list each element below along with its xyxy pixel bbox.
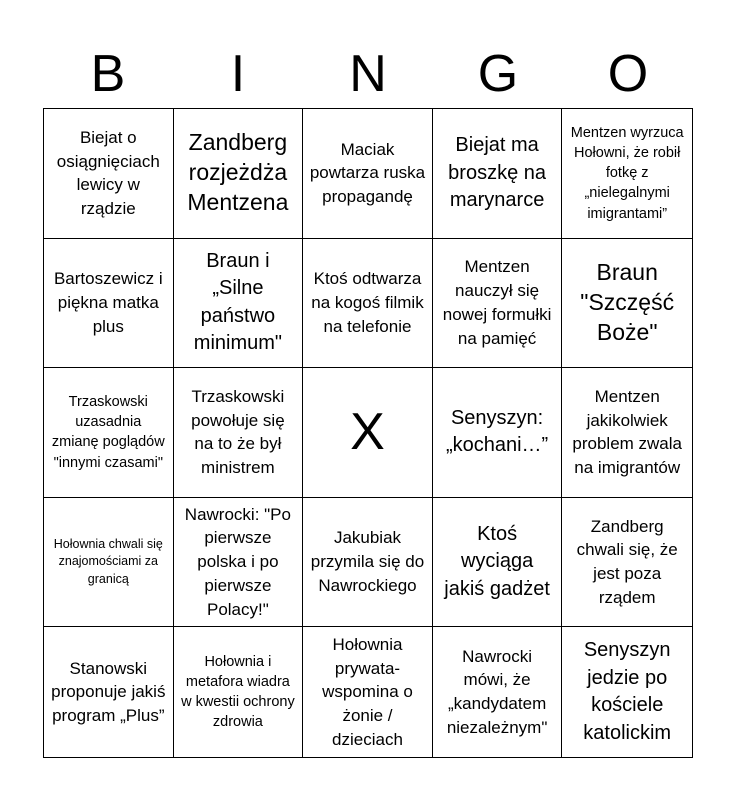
bingo-cell[interactable]: Maciak powtarza ruska propagandę — [303, 109, 433, 239]
header-letter-i: I — [230, 45, 246, 103]
bingo-cell[interactable]: Senyszyn: „kochani…” — [433, 368, 563, 498]
bingo-cell[interactable]: Hołownia prywata- wspomina o żonie / dzieciach — [303, 627, 433, 757]
bingo-cell[interactable]: Zandberg chwali się, że jest poza rządem — [562, 498, 692, 628]
bingo-cell[interactable]: Braun "Szczęść Boże" — [562, 239, 692, 369]
bingo-cell[interactable]: Mentzen wyrzuca Hołowni, że robił fotkę z „nielegalnymi imigrantami” — [562, 109, 692, 239]
bingo-cell[interactable]: Zandberg rozjeżdża Mentzena — [174, 109, 304, 239]
header-letter-g: G — [477, 45, 519, 103]
bingo-cell[interactable]: Braun i „Silne państwo minimum" — [174, 239, 304, 369]
bingo-cell[interactable]: Biejat o osiągnięciach lewicy w rządzie — [44, 109, 174, 239]
bingo-cell[interactable]: Trzaskowski powołuje się na to że był ministrem — [174, 368, 304, 498]
bingo-cell[interactable]: Nawrocki mówi, że „kandydatem niezależnym" — [433, 627, 563, 757]
bingo-cell[interactable]: Mentzen nauczył się nowej formułki na pamięć — [433, 239, 563, 369]
header-letter-n: N — [349, 45, 387, 103]
bingo-cell[interactable]: Mentzen jakikolwiek problem zwala na imigrantów — [562, 368, 692, 498]
bingo-cell[interactable]: Hołownia chwali się znajomościami za granicą — [44, 498, 174, 628]
bingo-cell[interactable]: Bartoszewicz i piękna matka plus — [44, 239, 174, 369]
free-space-cell[interactable]: X — [303, 368, 433, 498]
bingo-cell[interactable]: Stanowski proponuje jakiś program „Plus” — [44, 627, 174, 757]
bingo-cell[interactable]: Trzaskowski uzasadnia zmianę poglądów "innymi czasami" — [44, 368, 174, 498]
bingo-cell[interactable]: Ktoś odtwarza na kogoś filmik na telefonie — [303, 239, 433, 369]
bingo-cell[interactable]: Biejat ma broszkę na marynarce — [433, 109, 563, 239]
header-letter-o: O — [607, 45, 649, 103]
bingo-board — [43, 108, 693, 758]
header-letter-b: B — [90, 45, 126, 103]
bingo-header — [43, 40, 693, 108]
bingo-cell[interactable]: Senyszyn jedzie po kościele katolickim — [583, 639, 672, 744]
bingo-cell[interactable]: Nawrocki: "Po pierwsze polska i po pierwsze Polacy!" — [174, 498, 304, 628]
bingo-cell[interactable]: Ktoś wyciąga jakiś gadżet — [433, 498, 563, 628]
bingo-cell[interactable]: Jakubiak przymila się do Nawrockiego — [303, 498, 433, 628]
bingo-cell[interactable]: Hołownia i metafora wiadra w kwestii ochrony zdrowia — [174, 627, 304, 757]
